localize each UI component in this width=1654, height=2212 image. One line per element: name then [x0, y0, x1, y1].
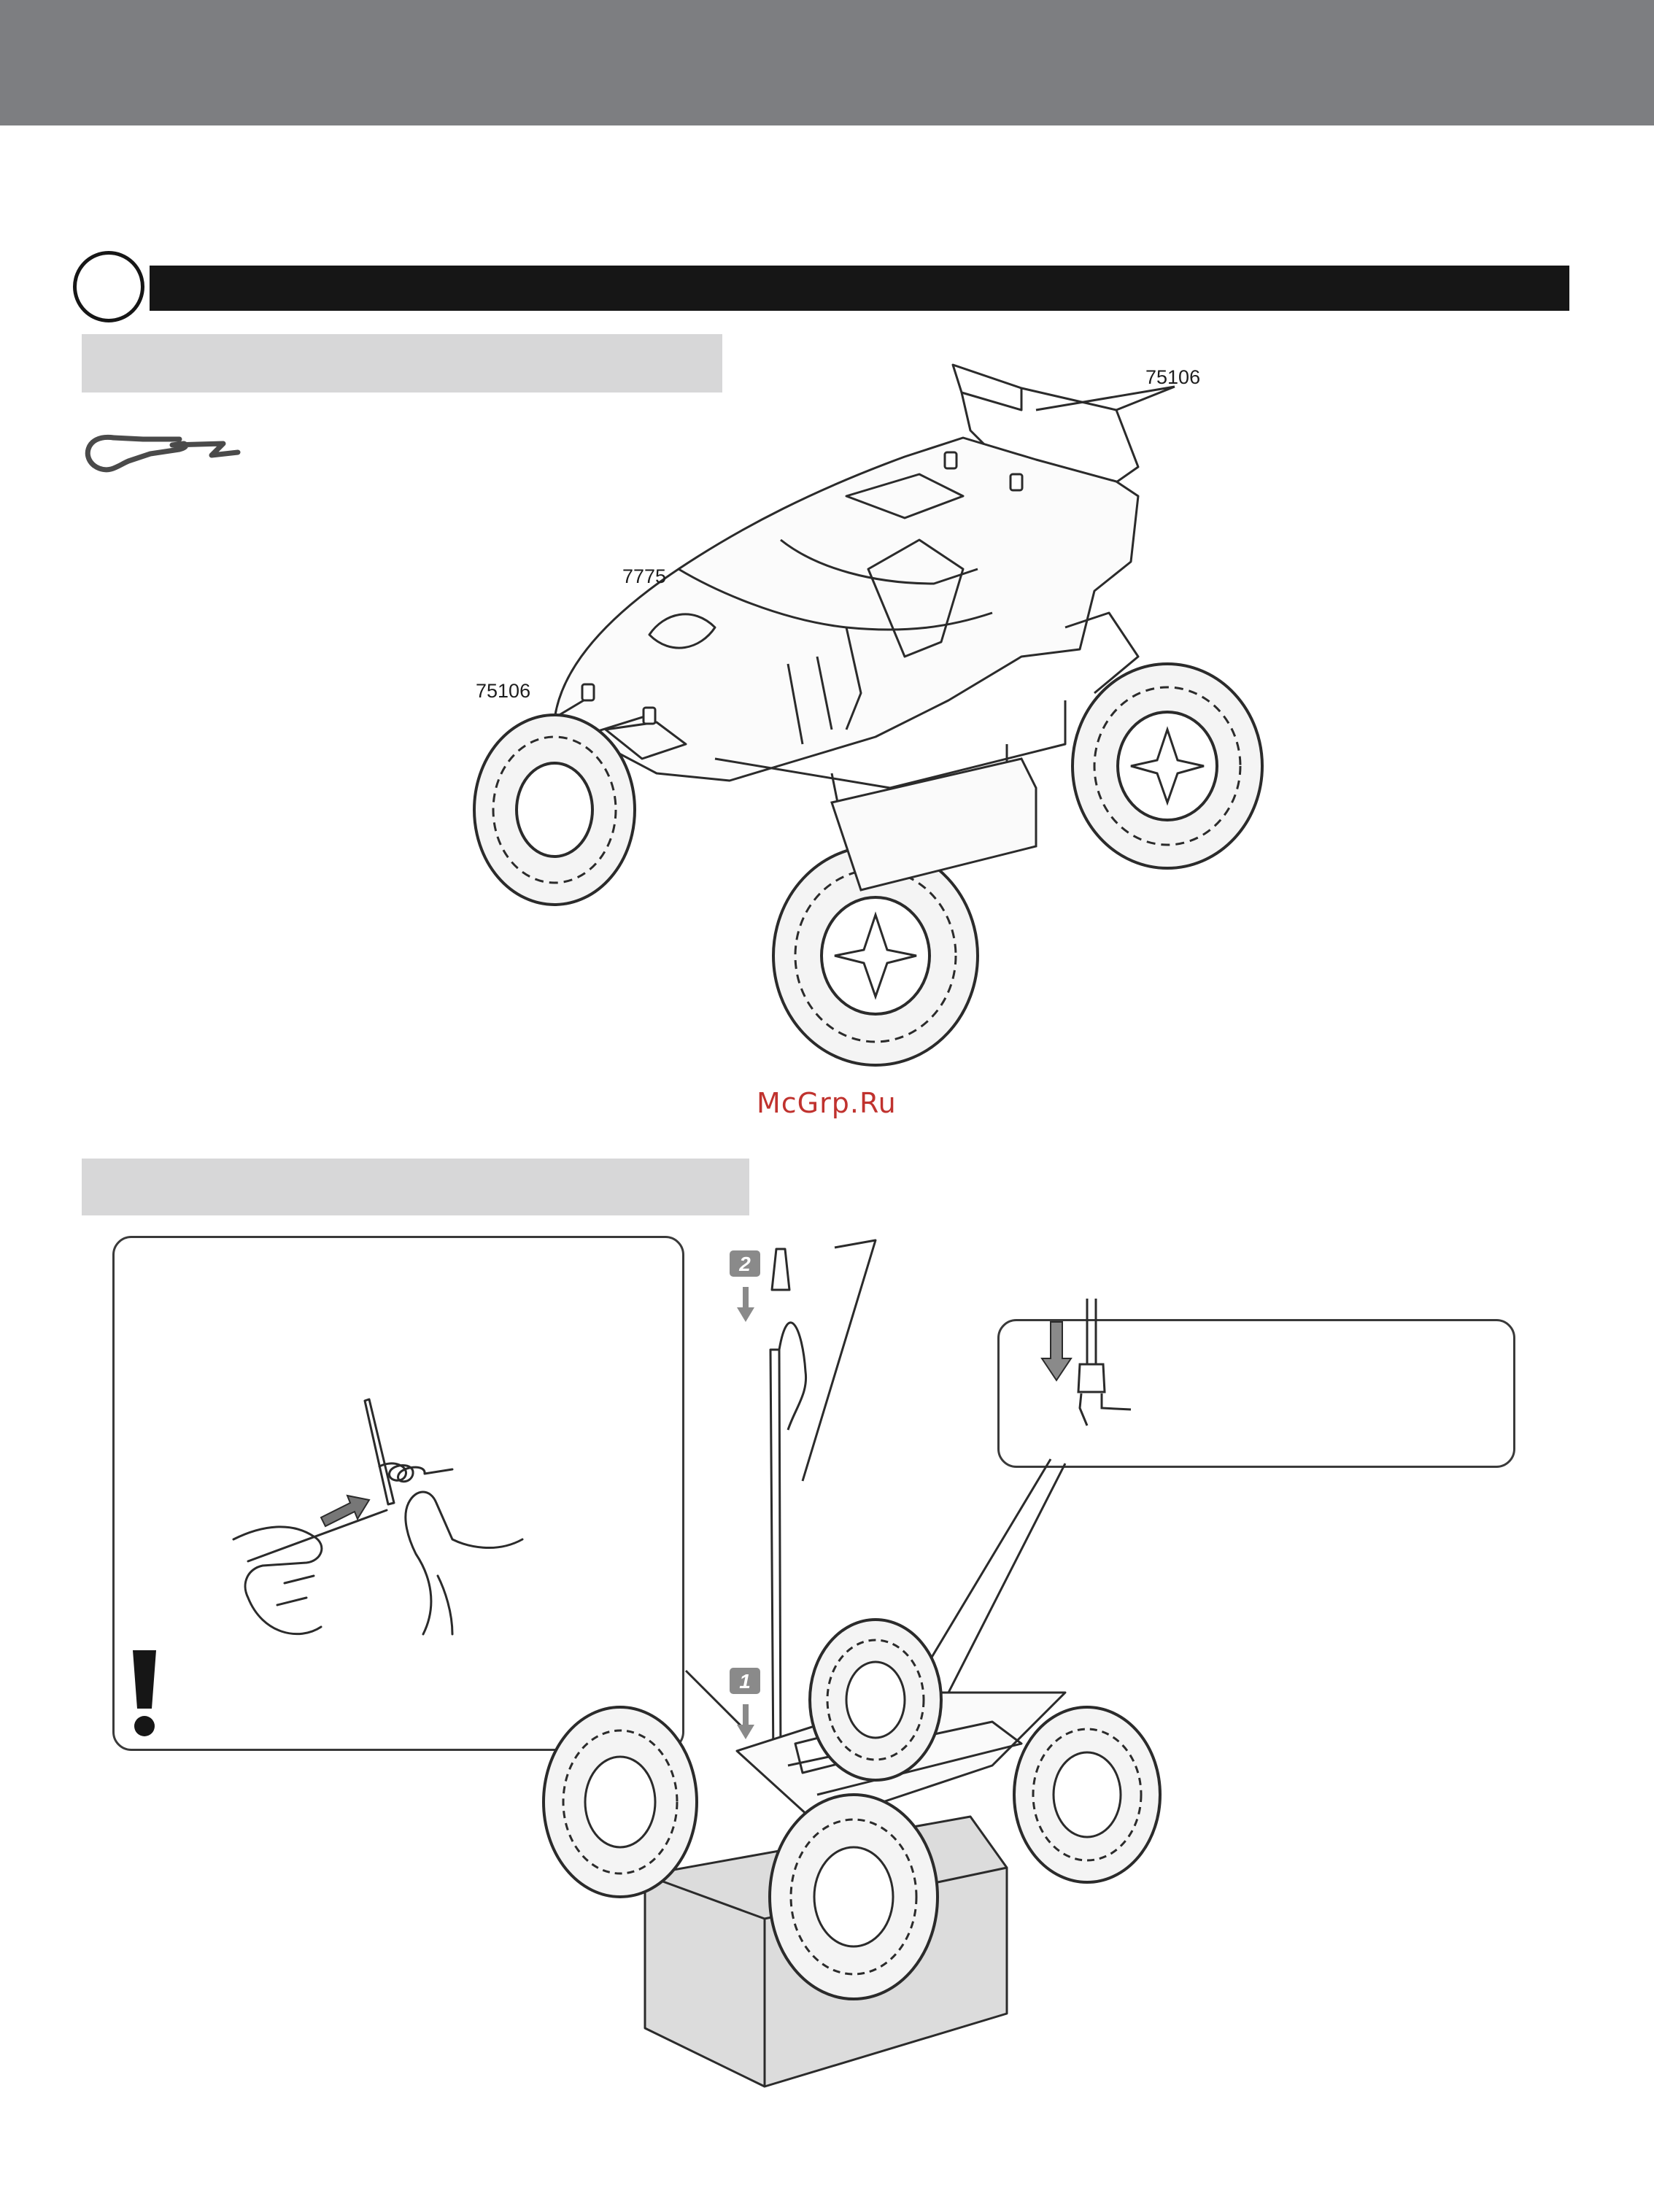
- body-post: [1010, 474, 1022, 490]
- svg-text:2: 2: [739, 1253, 751, 1275]
- antenna-wire: [248, 1510, 387, 1561]
- rear-right-wheel: [1073, 664, 1262, 868]
- truck-body-illustration: [438, 350, 1255, 1087]
- antenna-wire-icon: [779, 1323, 806, 1430]
- body-post: [582, 684, 594, 700]
- hands-threading-antenna-illustration: [233, 1393, 540, 1641]
- svg-text:1: 1: [739, 1670, 751, 1693]
- watermark-text: McGrp.Ru: [757, 1087, 897, 1119]
- part-label-75106-front: 75106: [476, 680, 531, 702]
- down-arrow-icon: [737, 1287, 754, 1322]
- body-clip-icon: [70, 423, 238, 484]
- step-number-circle: [73, 251, 144, 322]
- antenna-cap-icon: [772, 1249, 789, 1290]
- step-badge-2: [730, 1250, 760, 1277]
- rear-right-wheel: [1014, 1707, 1160, 1882]
- antenna-tube: [770, 1350, 781, 1766]
- body-post: [945, 452, 957, 468]
- battery-pack: [832, 759, 1036, 890]
- front-left-wheel: [474, 715, 635, 905]
- down-arrow-icon: [737, 1704, 754, 1739]
- step-badge-1: [730, 1668, 760, 1694]
- front-left-wheel: [544, 1707, 697, 1897]
- warning-exclamation-icon: [128, 1650, 161, 1738]
- insert-arrow-icon: [321, 1496, 369, 1526]
- body-post: [644, 708, 655, 724]
- part-label-7775: 7775: [622, 565, 667, 587]
- front-right-wheel: [770, 1795, 938, 1999]
- antenna-tube: [365, 1399, 394, 1504]
- antenna-installation-heading: [82, 1159, 749, 1215]
- part-label-75106-rear: 75106: [1145, 366, 1201, 388]
- section-heading-bar: [150, 266, 1569, 311]
- rear-left-wheel: [810, 1620, 941, 1780]
- header-bar: [0, 0, 1654, 125]
- antenna-chassis-illustration: [511, 1240, 1270, 2087]
